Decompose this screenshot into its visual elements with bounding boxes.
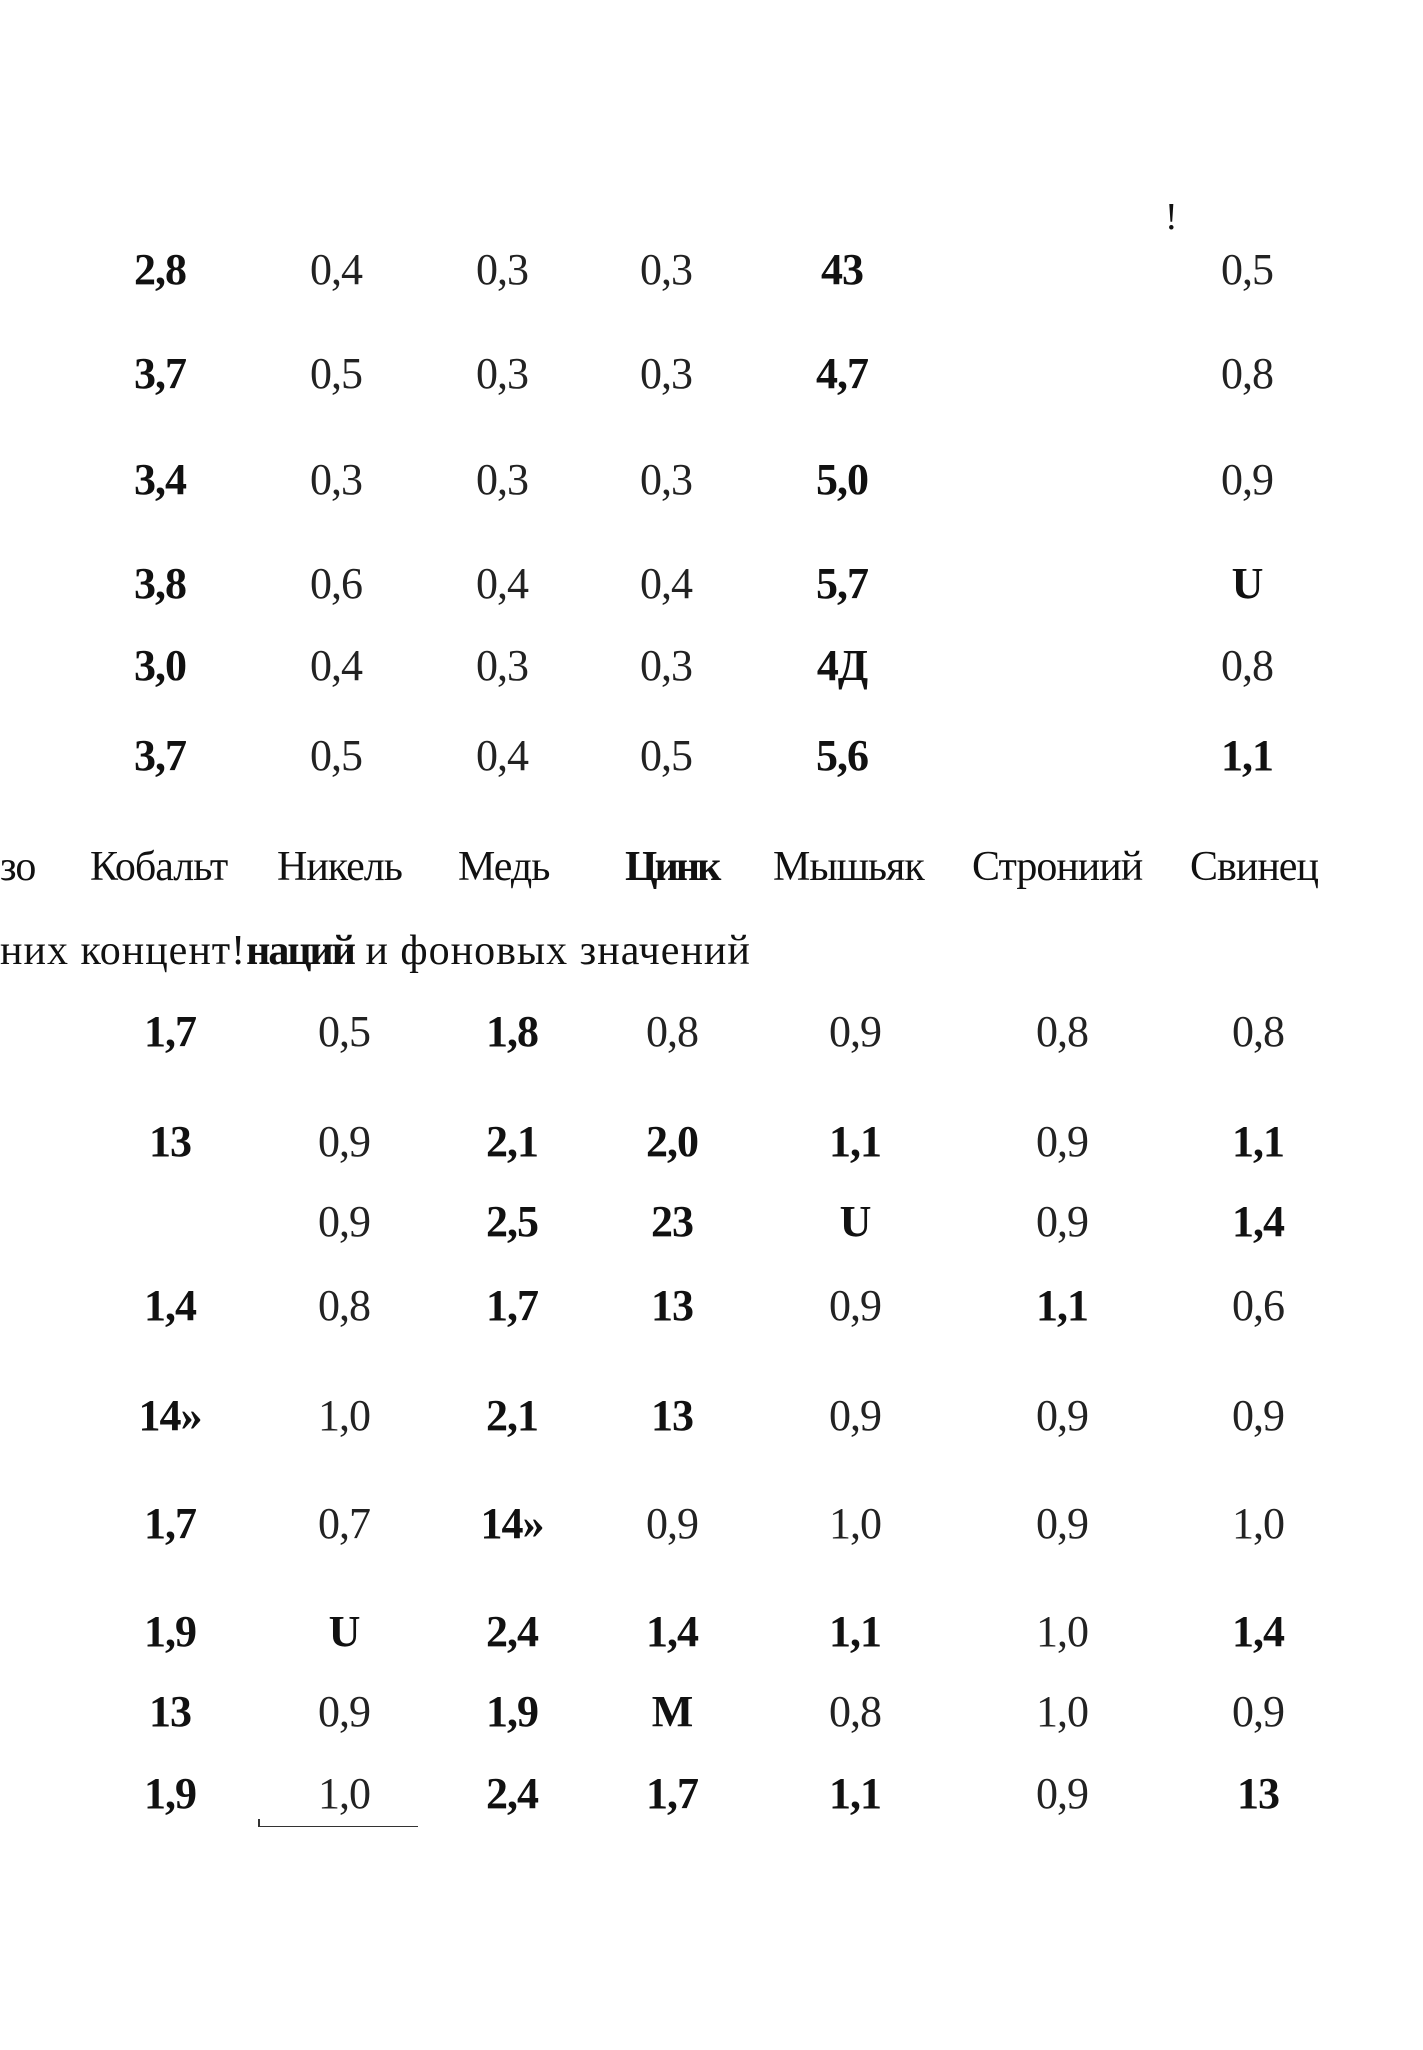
lower-table-cell: 0,9 bbox=[829, 1391, 881, 1440]
lower-table-cell: U bbox=[839, 1197, 871, 1246]
header-arsenic: Мышьяк bbox=[773, 844, 924, 890]
lower-table-cell: 0,9 bbox=[829, 1281, 881, 1330]
caption-part-2: наций bbox=[246, 928, 354, 974]
lower-table-cell: 0,9 bbox=[318, 1197, 370, 1246]
header-nickel: Никель bbox=[277, 844, 402, 890]
lower-table-cell: 13 bbox=[149, 1687, 191, 1736]
lower-table-cell: 13 bbox=[1237, 1769, 1279, 1818]
header-zhelezo: зо bbox=[0, 844, 36, 890]
upper-table-cell: 0,8 bbox=[1221, 641, 1273, 690]
lower-table-cell: 1,1 bbox=[829, 1117, 881, 1166]
lower-table-cell: 1,9 bbox=[144, 1607, 196, 1656]
lower-table-cell: 1,0 bbox=[829, 1499, 881, 1548]
lower-table-cell: 13 bbox=[651, 1281, 693, 1330]
upper-table-cell: 0,5 bbox=[310, 349, 362, 398]
upper-table-cell: 3,7 bbox=[134, 731, 186, 780]
upper-table-cell: 0,4 bbox=[476, 559, 528, 608]
lower-table-cell: 1,1 bbox=[829, 1607, 881, 1656]
lower-table-cell: 1,1 bbox=[1232, 1117, 1284, 1166]
lower-table-cell: 0,8 bbox=[829, 1687, 881, 1736]
upper-table-cell: 5,7 bbox=[816, 559, 868, 608]
margin-mark: ! bbox=[1165, 196, 1178, 238]
lower-table-cell: 2,4 bbox=[486, 1607, 538, 1656]
lower-table-cell: 0,9 bbox=[1036, 1117, 1088, 1166]
lower-table-cell: 2,0 bbox=[646, 1117, 698, 1166]
caption-part-3: и фоновых значений bbox=[353, 928, 751, 974]
lower-table-cell: 2,1 bbox=[486, 1117, 538, 1166]
upper-table-cell: 0,3 bbox=[476, 455, 528, 504]
lower-table-cell: 1,7 bbox=[646, 1769, 698, 1818]
lower-table-cell: М bbox=[651, 1687, 693, 1736]
upper-table-cell: 0,8 bbox=[1221, 349, 1273, 398]
lower-table-cell: 1,7 bbox=[486, 1281, 538, 1330]
lower-table-cell: 1,0 bbox=[1036, 1687, 1088, 1736]
header-zinc: Цинк bbox=[625, 844, 719, 890]
upper-table-cell: 3,8 bbox=[134, 559, 186, 608]
lower-table-cell: 14» bbox=[480, 1499, 544, 1548]
upper-table-cell: 4,7 bbox=[816, 349, 868, 398]
upper-table-cell: 4Д bbox=[816, 641, 868, 690]
upper-table-cell: 1,1 bbox=[1221, 731, 1273, 780]
header-strontium: Строниий bbox=[972, 844, 1143, 890]
upper-table-cell: 5,0 bbox=[816, 455, 868, 504]
lower-table-cell: U bbox=[328, 1607, 360, 1656]
header-lead: Свинец bbox=[1190, 844, 1318, 890]
lower-table-cell: 0,9 bbox=[318, 1687, 370, 1736]
lower-table-cell: 1,1 bbox=[829, 1769, 881, 1818]
upper-table-cell: 3,7 bbox=[134, 349, 186, 398]
upper-table-cell: 0,4 bbox=[310, 245, 362, 294]
lower-table-cell: 0,7 bbox=[318, 1499, 370, 1548]
upper-table-cell: 3,0 bbox=[134, 641, 186, 690]
lower-table-cell: 2,5 bbox=[486, 1197, 538, 1246]
underline-mark bbox=[258, 1826, 418, 1827]
upper-table-cell: 0,3 bbox=[476, 641, 528, 690]
lower-table-cell: 0,8 bbox=[646, 1007, 698, 1056]
upper-table-cell: 0,3 bbox=[310, 455, 362, 504]
lower-table-cell: 13 bbox=[651, 1391, 693, 1440]
lower-table-cell: 0,9 bbox=[1036, 1499, 1088, 1548]
upper-table-cell: 2,8 bbox=[134, 245, 186, 294]
lower-table-cell: 1,4 bbox=[646, 1607, 698, 1656]
lower-table-cell: 0,9 bbox=[1232, 1687, 1284, 1736]
upper-table-cell: 0,5 bbox=[310, 731, 362, 780]
upper-table-cell: 0,3 bbox=[640, 349, 692, 398]
lower-table-cell: 1,0 bbox=[318, 1769, 370, 1818]
upper-table-cell: 0,6 bbox=[310, 559, 362, 608]
table-caption bbox=[0, 930, 751, 972]
upper-table-cell: 0,3 bbox=[476, 245, 528, 294]
lower-table-cell: 2,1 bbox=[486, 1391, 538, 1440]
upper-table-cell: 0,3 bbox=[640, 641, 692, 690]
lower-table-cell: 13 bbox=[149, 1117, 191, 1166]
upper-table-cell: U bbox=[1231, 559, 1263, 608]
upper-table-cell: 0,4 bbox=[310, 641, 362, 690]
lower-table-cell: 0,9 bbox=[318, 1117, 370, 1166]
lower-table-cell: 0,9 bbox=[646, 1499, 698, 1548]
header-copper: Медь bbox=[458, 844, 550, 890]
lower-table-cell: 1,0 bbox=[318, 1391, 370, 1440]
upper-table-cell: 0,5 bbox=[1221, 245, 1273, 294]
lower-table-cell: 1,8 bbox=[486, 1007, 538, 1056]
lower-table-cell: 23 bbox=[651, 1197, 693, 1246]
lower-table-cell: 1,4 bbox=[1232, 1607, 1284, 1656]
upper-table-cell: 0,3 bbox=[640, 455, 692, 504]
lower-table-cell: 1,0 bbox=[1232, 1499, 1284, 1548]
lower-table-cell: 1,0 bbox=[1036, 1607, 1088, 1656]
lower-table-cell: 0,8 bbox=[318, 1281, 370, 1330]
lower-table-cell: 1,4 bbox=[1232, 1197, 1284, 1246]
lower-table-cell: 1,1 bbox=[1036, 1281, 1088, 1330]
upper-table-cell: 0,3 bbox=[476, 349, 528, 398]
upper-table-cell: 0,4 bbox=[640, 559, 692, 608]
lower-table-cell: 1,7 bbox=[144, 1499, 196, 1548]
upper-table-cell: 0,3 bbox=[640, 245, 692, 294]
lower-table-cell: 1,9 bbox=[144, 1769, 196, 1818]
upper-table-cell: 5,6 bbox=[816, 731, 868, 780]
lower-table-cell: 0,9 bbox=[1036, 1197, 1088, 1246]
lower-table-cell: 14» bbox=[138, 1391, 202, 1440]
upper-table-cell: 3,4 bbox=[134, 455, 186, 504]
lower-table-cell: 0,5 bbox=[318, 1007, 370, 1056]
lower-table-cell: 0,8 bbox=[1232, 1007, 1284, 1056]
lower-table-cell: 0,9 bbox=[829, 1007, 881, 1056]
lower-table-cell: 0,9 bbox=[1232, 1391, 1284, 1440]
lower-table-cell: 0,9 bbox=[1036, 1769, 1088, 1818]
lower-table-cell: 0,9 bbox=[1036, 1391, 1088, 1440]
caption-part-1: них концент! bbox=[0, 928, 247, 974]
lower-table-cell: 0,6 bbox=[1232, 1281, 1284, 1330]
upper-table-cell: 0,4 bbox=[476, 731, 528, 780]
lower-table-cell: 1,9 bbox=[486, 1687, 538, 1736]
lower-table-cell: 1,4 bbox=[144, 1281, 196, 1330]
lower-table-cell: 1,7 bbox=[144, 1007, 196, 1056]
lower-table-cell: 0,8 bbox=[1036, 1007, 1088, 1056]
upper-table-cell: 43 bbox=[821, 245, 863, 294]
upper-table-cell: 0,9 bbox=[1221, 455, 1273, 504]
upper-table-cell: 0,5 bbox=[640, 731, 692, 780]
header-cobalt: Кобальт bbox=[90, 844, 228, 890]
lower-table-cell: 2,4 bbox=[486, 1769, 538, 1818]
